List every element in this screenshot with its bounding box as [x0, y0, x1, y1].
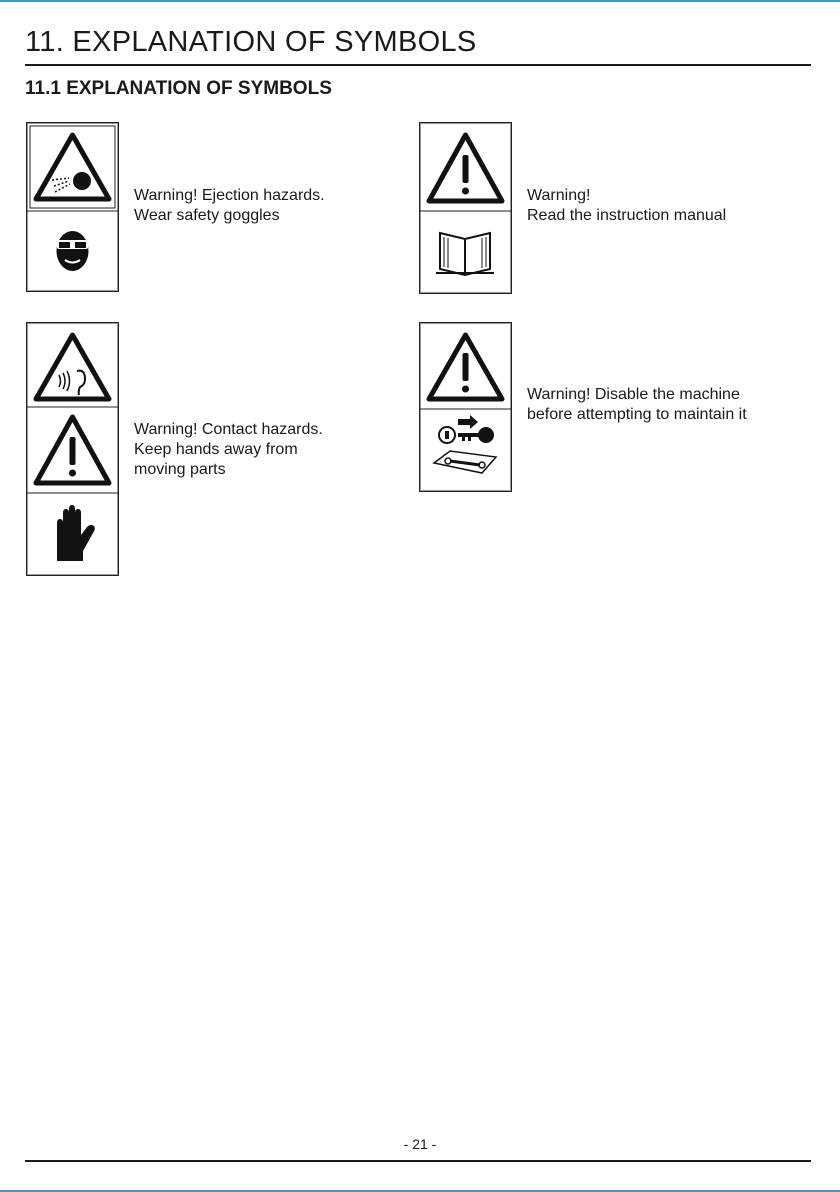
caption-line: Warning! Ejection hazards. — [134, 187, 325, 204]
top-accent-line — [0, 0, 840, 2]
protective-glove-icon — [57, 505, 95, 561]
caption-line: Keep hands away from — [134, 441, 298, 458]
disable-machine-sign — [419, 322, 512, 492]
caption-line: before attempting to maintain it — [527, 406, 747, 423]
safety-goggles-icon — [57, 231, 89, 271]
footer-divider — [25, 1160, 811, 1162]
caption-line: moving parts — [134, 461, 226, 478]
contact-hazard-caption — [134, 420, 323, 480]
page-number: - 21 - — [403, 1136, 437, 1152]
ejection-goggles-sign — [26, 122, 119, 292]
remove-key-icon — [439, 415, 494, 443]
general-warning-icon — [429, 135, 502, 201]
ejection-goggles-caption — [134, 186, 325, 226]
caption-line: Read the instruction manual — [527, 207, 727, 224]
caption-line: Warning! Disable the machine — [527, 386, 740, 403]
title-divider — [25, 64, 811, 66]
instruction-manual-icon — [436, 233, 494, 275]
caption-line: Warning! Contact hazards. — [134, 421, 323, 438]
caption-line: Wear safety goggles — [134, 207, 280, 224]
ejection-warning-icon — [30, 126, 115, 208]
disable-machine-caption — [527, 385, 747, 425]
general-warning-icon — [36, 417, 109, 483]
read-manual-sign — [419, 122, 512, 294]
contact-hazard-sign — [26, 322, 119, 576]
noise-warning-icon — [36, 335, 109, 399]
section-heading: 11.1 EXPLANATION OF SYMBOLS — [25, 78, 332, 99]
maintenance-manual-icon — [434, 451, 496, 473]
read-manual-caption — [527, 186, 726, 226]
page-title: 11. EXPLANATION OF SYMBOLS — [25, 26, 477, 58]
caption-line: Warning! — [527, 187, 591, 204]
general-warning-icon — [429, 335, 502, 399]
